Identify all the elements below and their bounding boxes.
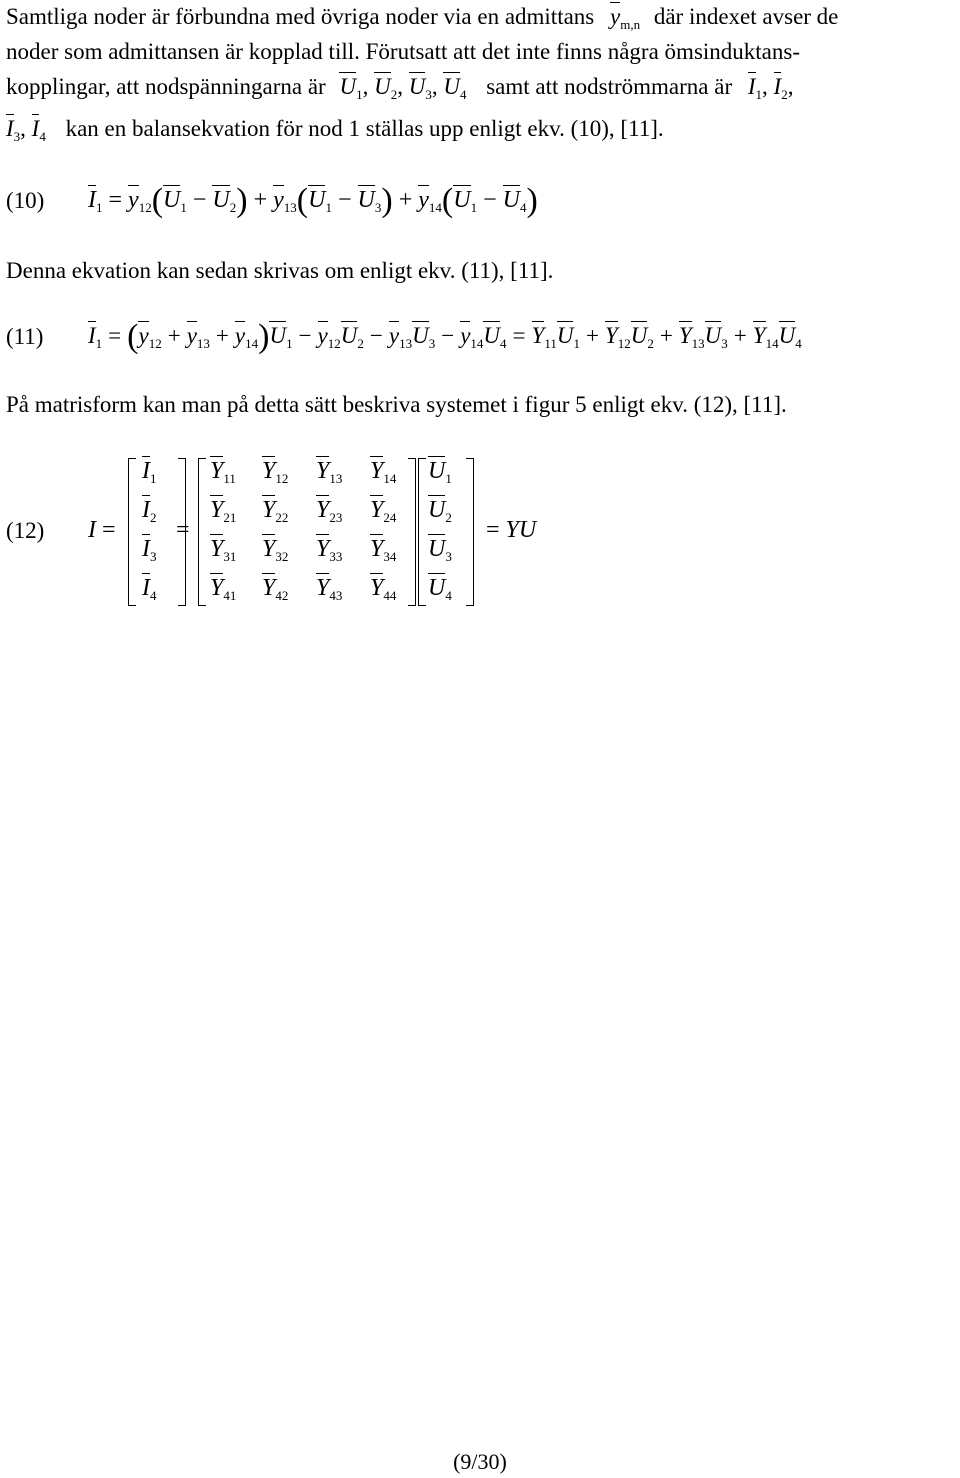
text: samt att nodströmmarna är bbox=[486, 74, 733, 99]
text: kopplingar, att nodspänningarna är bbox=[6, 74, 326, 99]
text: Samtliga noder är förbundna med övriga noder via en admittans bbox=[6, 4, 595, 29]
voltage-vector: $U_1$ $U_2$ $U_3$ $U_4$ bbox=[418, 458, 474, 604]
equation-11: $I_1 = (y_{12} + y_{13} + y_{14})U_1 - y_{12}U_2 - y_{13}U_3 - y_{14}U_4 = Y_{11}U_1 + Y_{12}U_2 + Y_{13}U_3 + Y_{14}U_4$ bbox=[88, 318, 802, 355]
admittance-symbol: $y_{m,n}$ bbox=[610, 4, 641, 32]
node-currents: $I_1$, $I_2$, bbox=[747, 74, 794, 102]
current-entry: $I_3$ bbox=[142, 536, 157, 564]
equation-number: (12) bbox=[6, 518, 45, 543]
paragraph1-line1 bbox=[6, 2, 954, 32]
equation-10: $I_1 = y_{12}(U_1 - U_2) + y_{13}(U_1 - U_3) + y_{14}(U_1 - U_4)$ bbox=[88, 182, 538, 219]
paragraph3: På matrisform kan man på detta sätt beskriva systemet i figur 5 enligt ekv. (12), [11]. bbox=[6, 392, 787, 417]
text: där indexet avser de bbox=[653, 4, 839, 29]
paragraph1-line4 bbox=[6, 114, 954, 144]
admittance-matrix: $Y_{11}$ $Y_{12}$ $Y_{13}$ $Y_{14}$ $Y_{21}$ $Y_{22}$ $Y_{23}$ $Y_{24}$ $Y_{31}$ $Y_{32}$ $Y_{33}$ $Y_{34}$ $Y_{41}$ $Y_{42}$ $Y_{43}$ $Y_{44}$ bbox=[198, 458, 416, 604]
current-entry: $I_2$ bbox=[142, 497, 157, 525]
current-entry: $I_1$ bbox=[142, 458, 157, 486]
node-voltages: $U_1$, $U_2$, $U_3$, $U_4$ bbox=[339, 74, 467, 102]
paragraph1-line2 bbox=[6, 37, 954, 67]
equation-number: (11) bbox=[6, 324, 44, 349]
equation-12-lhs: I = bbox=[88, 517, 116, 543]
equation-number: (10) bbox=[6, 188, 45, 213]
text: noder som admittansen är kopplad till. Förutsatt att det inte finns några ömsinduktans- bbox=[6, 39, 800, 64]
equals-sign: = bbox=[176, 517, 190, 543]
node-currents-cont: $I_3$, $I_4$ bbox=[6, 116, 46, 144]
rhs-symbol: YU bbox=[505, 517, 537, 543]
equation-12-rhs: = YU bbox=[486, 517, 537, 543]
text: kan en balansekvation för nod 1 ställas upp enligt ekv. (10), [11]. bbox=[65, 116, 664, 141]
paragraph2: Denna ekvation kan sedan skrivas om enligt ekv. (11), [11]. bbox=[6, 258, 554, 283]
page-number: (9/30) bbox=[453, 1449, 507, 1474]
paragraph1-line3 bbox=[6, 72, 954, 102]
current-symbol: I bbox=[88, 517, 96, 543]
current-entry: $I_4$ bbox=[142, 575, 157, 603]
